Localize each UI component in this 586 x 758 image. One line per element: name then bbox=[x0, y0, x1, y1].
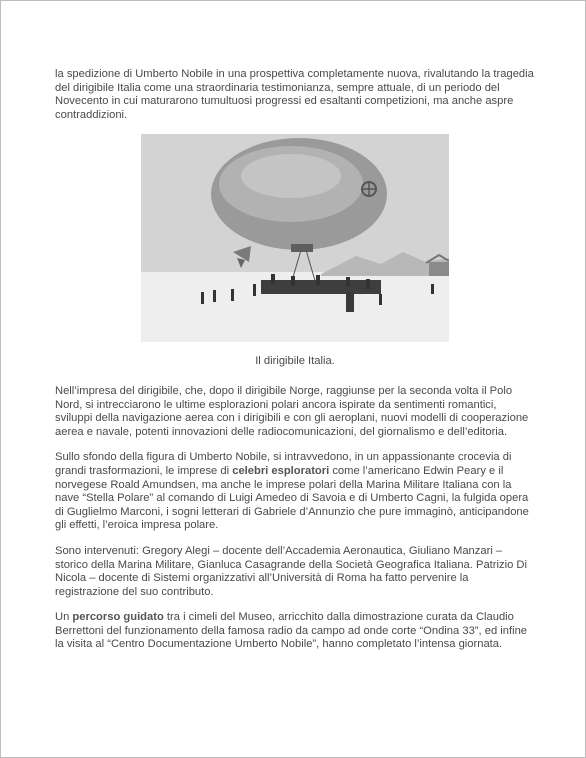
airship-photo bbox=[141, 134, 449, 342]
bold-text: celebri esploratori bbox=[232, 464, 330, 477]
figure bbox=[55, 134, 535, 369]
figure-caption: Il dirigibile Italia. bbox=[255, 355, 335, 368]
bold-text: percorso guidato bbox=[72, 611, 164, 624]
paragraph-intervenuti: Sono intervenuti: Gregory Alegi – docente dell’Accademia Aeronautica, Giuliano Manzari – storico della Marina Militare, Gianluca Casagrande della Società Geografica Italiana. Patrizio Di Nicola – docente di Sistemi organizzativi all’Università di Roma ha fatto pervenire la registrazione del suo contributo. bbox=[55, 544, 527, 598]
airship-illustration bbox=[141, 134, 449, 342]
paragraph-percorso bbox=[55, 611, 535, 652]
document-content bbox=[55, 68, 535, 664]
text-segment: come l’americano Edwin Peary e il norvegese Roald Amundsen, ma anche le imprese polari della Marina Militare Italiana con la nave “Stella Polare” al comando di Luigi Amedeo di Savoia e di Umberto Cagni, la fulgida opera di Guglielmo Marconi, i sogni letterari di Gabriele d’Annunzio che pure immaginò, anticipandone gli effetti, l’eroica impresa polare. bbox=[55, 464, 529, 532]
paragraph-impresa: Nell’impresa del dirigibile, che, dopo il dirigibile Norge, raggiunse per la seconda volta il Polo Nord, si intrecciarono le ultime esplorazioni polari ancora ispirate da sentimenti romantici, sviluppi della navigazione aerea con i dirigibili e con gli aeroplani, nuovi modelli di cooperazione aerea e navale, potenti innovazioni delle radiocomunicazioni, del giornalismo e dell’editoria. bbox=[55, 384, 529, 438]
intro-paragraph: la spedizione di Umberto Nobile in una prospettiva completamente nuova, rivalutando la tragedia del dirigibile Italia come una straordinaria testimonianza, sempre attuale, di un periodo del Novecento in cui maturarono tumultuosi progressi ed esaltanti competizioni, ma anche aspre contraddizioni. bbox=[55, 68, 534, 121]
paragraph-sfondo bbox=[55, 451, 535, 533]
text-segment: tra i cimeli del Museo, arricchito dalla dimostrazione curata da Claudio Berrettoni del funzionamento della famosa radio da campo ad onde corte “Ondina 33”, ed infine la visita al “Centro Documentazione Umberto Nobile”, hanno completato l’intensa giornata. bbox=[55, 611, 528, 651]
text-segment: Sullo sfondo della figura di Umberto Nobile, si intravvedono, in un appassionante crocevia di grandi trasformazioni, le imprese di bbox=[55, 451, 512, 477]
text-segment: Un bbox=[55, 611, 73, 624]
